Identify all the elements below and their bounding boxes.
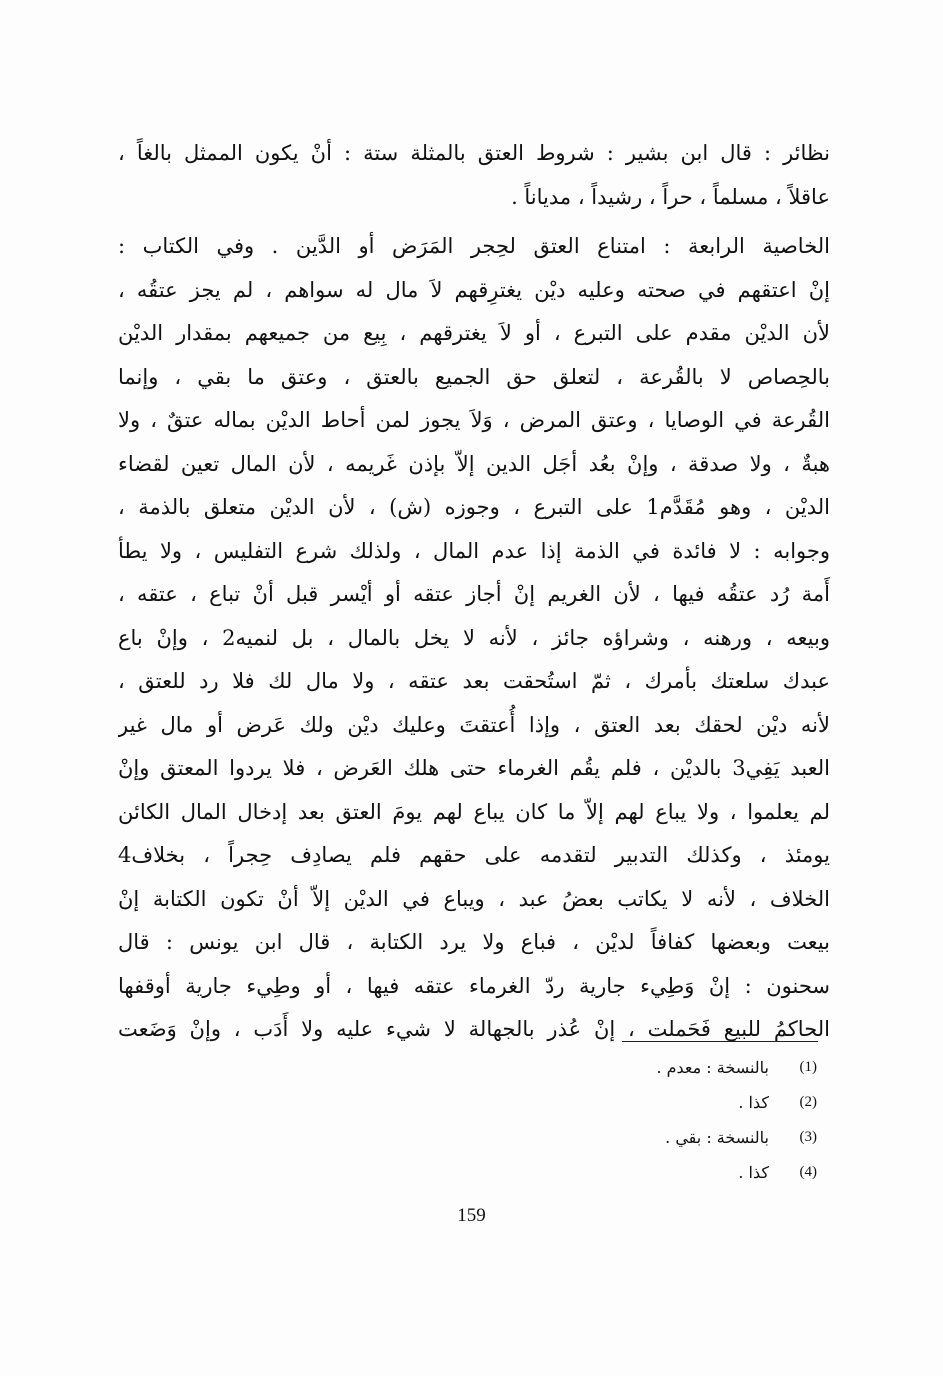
footnote-separator [622, 1041, 818, 1042]
text-line: بالحِصاص لا بالقُرعة ، لتعلق حق الجميع بالعتق ، وعتق ما بقي ، وإنما [118, 364, 830, 389]
text-line: سحنون : إنْ وَطِيء جارية ردّ الغرماء عتقه فيها ، أو وطِيء جارية أوقفها [118, 973, 830, 998]
text-line: إنْ اعتقهم في صحته وعليه ديْن يغترِقهم لاَ مال له سواهم ، لم يجز عتقُه ، [118, 277, 830, 302]
page-number: 159 [457, 1205, 486, 1226]
footnote-item [557, 1050, 817, 1085]
text-line: أَمة رُد عتقُه فيها ، لأن الغريم إنْ أجاز عتقه أو أيْسر قبل أنْ تباع ، عتقه ، [118, 582, 830, 606]
footnote-text: كذا . [738, 1163, 769, 1182]
text-line: القُرعة في الوصايا ، وعتق المرض ، وَلاَ يجوز لمن أحاط الديْن بماله عتقٌ ، ولا [118, 408, 830, 432]
text-line: الخاصية الرابعة : امتناع العتق لحِجر المَرَض أو الدَّين . وفي الكتاب : [118, 234, 830, 258]
footnote-text: بالنسخة : معدم . [656, 1058, 769, 1077]
footnote-number: (2) [799, 1094, 817, 1110]
text-line: وجوابه : لا فائدة في الذمة إذا عدم المال ، ولذلك شرع التفليس ، ولا يطأ [118, 538, 830, 563]
text-line: يومئذ ، وكذلك التدبير لتقدمه على حقهم فلم يصادِف حِجراً ، بخلاف4 [118, 843, 830, 867]
text-line: لأنه ديْن لحقك بعد العتق ، وإذا أُعتقتَ وعليك ديْن ولك عَرض أو مال غير [118, 712, 830, 737]
footnote-text: كذا . [738, 1093, 769, 1112]
footnote-text: بالنسخة : بقي . [665, 1128, 769, 1147]
text-line: بيعت وبعضها كفافاً لديْن ، فباع ولا يرد الكتابة ، قال ابن يونس : قال [118, 930, 830, 954]
footnote-number: (1) [799, 1059, 817, 1075]
text-line: العبد يَفِي3 بالديْن ، فلم يقُم الغرماء حتى هلك العَرض ، فلا يردوا المعتق وإنْ [118, 756, 830, 780]
footnotes [557, 1050, 817, 1190]
text-line: هبةٌ ، ولا صدقة ، وإنْ بعُد أجَل الدين إلاّ بإذن غَريمه ، لأن المال تعين لقضاء [118, 451, 830, 476]
text-line: وبيعه ، ورهنه ، وشراؤه جائز ، لأنه لا يخل بالمال ، بل لنميه2 ، وإنْ باع [118, 625, 830, 650]
footnote-number: (3) [799, 1129, 817, 1145]
text-line: الحاكمُ للبيع فَحَملت ، إنْ عُذر بالجهالة لا شيء عليه ولا أَدَب ، وإنْ وَضَعت [118, 1017, 830, 1041]
text-line: عبدك سلعتك بأمرك ، ثمّ استُحقت بعد عتقه ، ولا مال لك فلا رد للعتق ، [118, 669, 830, 693]
text-line: عاقلاً ، مسلماً ، حراً ، رشيداً ، مدياناً . [511, 184, 830, 209]
text-line: لم يعلموا ، ولا يباع لهم إلاّ ما كان يباع لهم يومَ العتق بعد إدخال المال الكائن [118, 799, 830, 824]
text-line: لأن الديْن مقدم على التبرع ، أو لاَ يغترقهم ، بِيع من جميعهم بمقدار الديْن [118, 321, 830, 345]
footnote-item [557, 1155, 817, 1190]
footnote-number: (4) [799, 1164, 817, 1180]
text-line: الخلاف ، لأنه لا يكاتب بعضُ عبد ، ويباع في الديْن إلاّ أنْ تكون الكتابة إنْ [118, 886, 830, 911]
text-line: نظائر : قال ابن بشير : شروط العتق بالمثلة ستة : أنْ يكون الممثل بالغاً ، [118, 141, 830, 165]
main-text [118, 132, 830, 1052]
footnote-item [557, 1085, 817, 1120]
text-line: الديْن ، وهو مُقَدَّم1 على التبرع ، وجوزه (ش) ، لأن الديْن متعلق بالذمة ، [118, 495, 830, 519]
footnote-item [557, 1120, 817, 1155]
